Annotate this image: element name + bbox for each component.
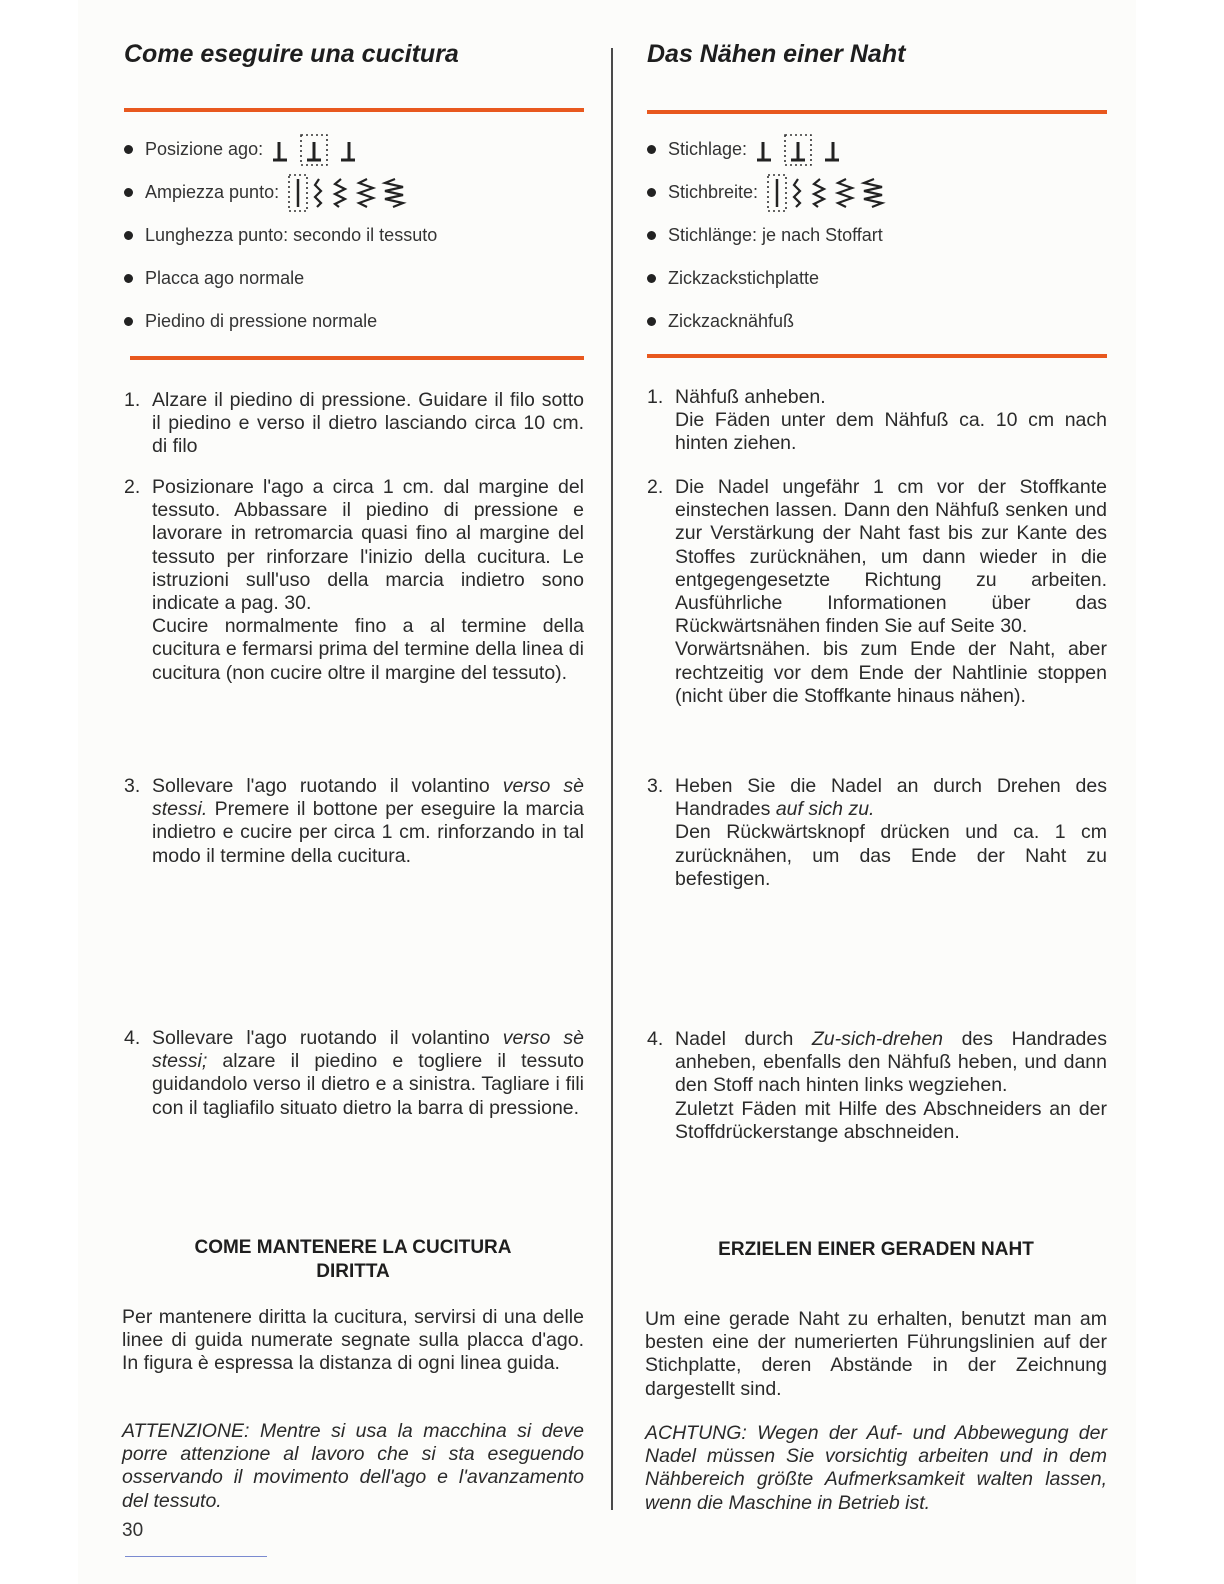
left-top-rule (124, 108, 584, 112)
right-top-rule (647, 110, 1107, 114)
bullet-icon (124, 145, 133, 154)
bullet-icon (647, 274, 656, 283)
bullet-icon (647, 231, 656, 240)
setting-stitch-length: Lunghezza punto: secondo il tessuto (122, 214, 584, 257)
right-step-3: 3. Heben Sie die Nadel an durch Drehen des Handrades auf sich zu. Den Rückwärtsknopf drücken und ca. 1 cm zurücknähen, um das Ende der Naht zu befestigen. (647, 775, 1107, 890)
stitch-width-icon (287, 173, 433, 213)
left-title: Come eseguire una cucitura (124, 40, 459, 68)
left-bottom-rule (130, 356, 584, 360)
setting-stichlage: Stichlage: (645, 128, 1107, 171)
bullet-icon (124, 317, 133, 326)
left-step-1: 1. Alzare il piedino di pressione. Guidare il filo sotto il piedino e verso il dietro lasciando circa 10 cm. di filo (124, 389, 584, 458)
setting-stitch-width: Ampiezza punto: (122, 171, 584, 214)
right-step-1: 1. Nähfuß anheben. Die Fäden unter dem Nähfuß ca. 10 cm nach hinten ziehen. (647, 386, 1107, 455)
setting-needle-plate: Placca ago normale (122, 257, 584, 300)
left-settings-list (122, 128, 584, 343)
right-step-4: 4. Nadel durch Zu-sich-drehen des Handrades anheben, ebenfalls den Nähfuß heben, und dann den Stoff nach hinten links wegziehen. Zuletzt Fäden mit Hilfe des Abschneiders an der Stoffdrückerstange abschneiden. (647, 1028, 1107, 1143)
left-step-4: 4. Sollevare l'ago ruotando il volantino verso sè stessi; alzare il piedino e togliere il tessuto guidandolo verso il dietro e a sinistra. Tagliare i fili con il tagliafilo situato dietro la barra di pressione. (124, 1027, 584, 1119)
bullet-icon (124, 188, 133, 197)
bullet-icon (647, 145, 656, 154)
left-step-3: 3. Sollevare l'ago ruotando il volantino verso sè stessi. Premere il bottone per eseguire la marcia indietro e cucire per circa 1 cm. rinforzando in tal modo il termine della cucitura. (124, 775, 584, 867)
setting-stichbreite: Stichbreite: (645, 171, 1107, 214)
bullet-icon (647, 188, 656, 197)
right-bottom-rule (647, 354, 1107, 358)
stitch-width-icon (766, 173, 912, 213)
setting-needle-position: Posizione ago: (122, 128, 584, 171)
page-number: 30 (122, 1520, 144, 1541)
left-section-heading: COME MANTENERE LA CUCITURA DIRITTA (194, 1237, 512, 1282)
setting-presser-foot: Piedino di pressione normale (122, 300, 584, 343)
needle-position-icon (271, 132, 371, 168)
setting-stichlaenge: Stichlänge: je nach Stoffart (645, 214, 1107, 257)
right-title: Das Nähen einer Naht (647, 40, 906, 68)
right-section-heading: ERZIELEN EINER GERADEN NAHT (718, 1239, 1034, 1260)
left-warning: ATTENZIONE: Mentre si usa la macchina si deve porre attenzione al lavoro che si sta eseguendo osservando il movimento dell'ago e l'avanzamento del tessuto. (122, 1420, 584, 1512)
needle-position-icon (755, 132, 855, 168)
right-settings-list (645, 128, 1107, 343)
column-divider (611, 48, 613, 1510)
bullet-icon (124, 274, 133, 283)
left-step-2: 2. Posizionare l'ago a circa 1 cm. dal margine del tessuto. Abbassare il piedino di pressione e lavorare in retromarcia quasi fino al margine del tessuto per rinforzare l'inizio della cucitura. Le istruzioni sull'uso della marcia indietro sono indicate a pag. 30. Cucire normalmente fino a al termine della cucitura e fermarsi prima del termine della linea di cucitura (non cucire oltre il margine del tessuto). (124, 476, 584, 684)
bullet-icon (647, 317, 656, 326)
setting-naehfuss: Zickzacknähfuß (645, 300, 1107, 343)
right-step-2: 2. Die Nadel ungefähr 1 cm vor der Stoffkante einstechen lassen. Dann den Nähfuß senken und zur Verstärkung der Naht fast bis zur Kante des Stoffes zurücknähen, um dann wieder in die entgegengesetzte Richtung zu arbeiten. Ausführliche Informationen über das Rückwärtsnähen finden Sie auf Seite 30. Vorwärtsnähen. bis zum Ende der Naht, aber rechtzeitig vor dem Ende der Nahtlinie stoppen (nicht über die Stoffkante hinaus nähen). (647, 476, 1107, 707)
footer-line (125, 1556, 267, 1557)
setting-stichplatte: Zickzackstichplatte (645, 257, 1107, 300)
bullet-icon (124, 231, 133, 240)
right-warning: ACHTUNG: Wegen der Auf- und Abbewegung der Nadel müssen Sie vorsichtig arbeiten und in dem Nähbereich größte Aufmerksamkeit walten lassen, wenn die Maschine in Betrieb ist. (645, 1422, 1107, 1514)
right-section-paragraph: Um eine gerade Naht zu erhalten, benutzt man am besten eine der numerierten Führungslinien auf der Stichplatte, deren Abstände in der Zeichnung dargestellt sind. (645, 1308, 1107, 1400)
left-section-paragraph: Per mantenere diritta la cucitura, servirsi di una delle linee di guida numerate segnate sulla placca d'ago. In figura è espressa la distanza di ogni linea guida. (122, 1306, 584, 1375)
